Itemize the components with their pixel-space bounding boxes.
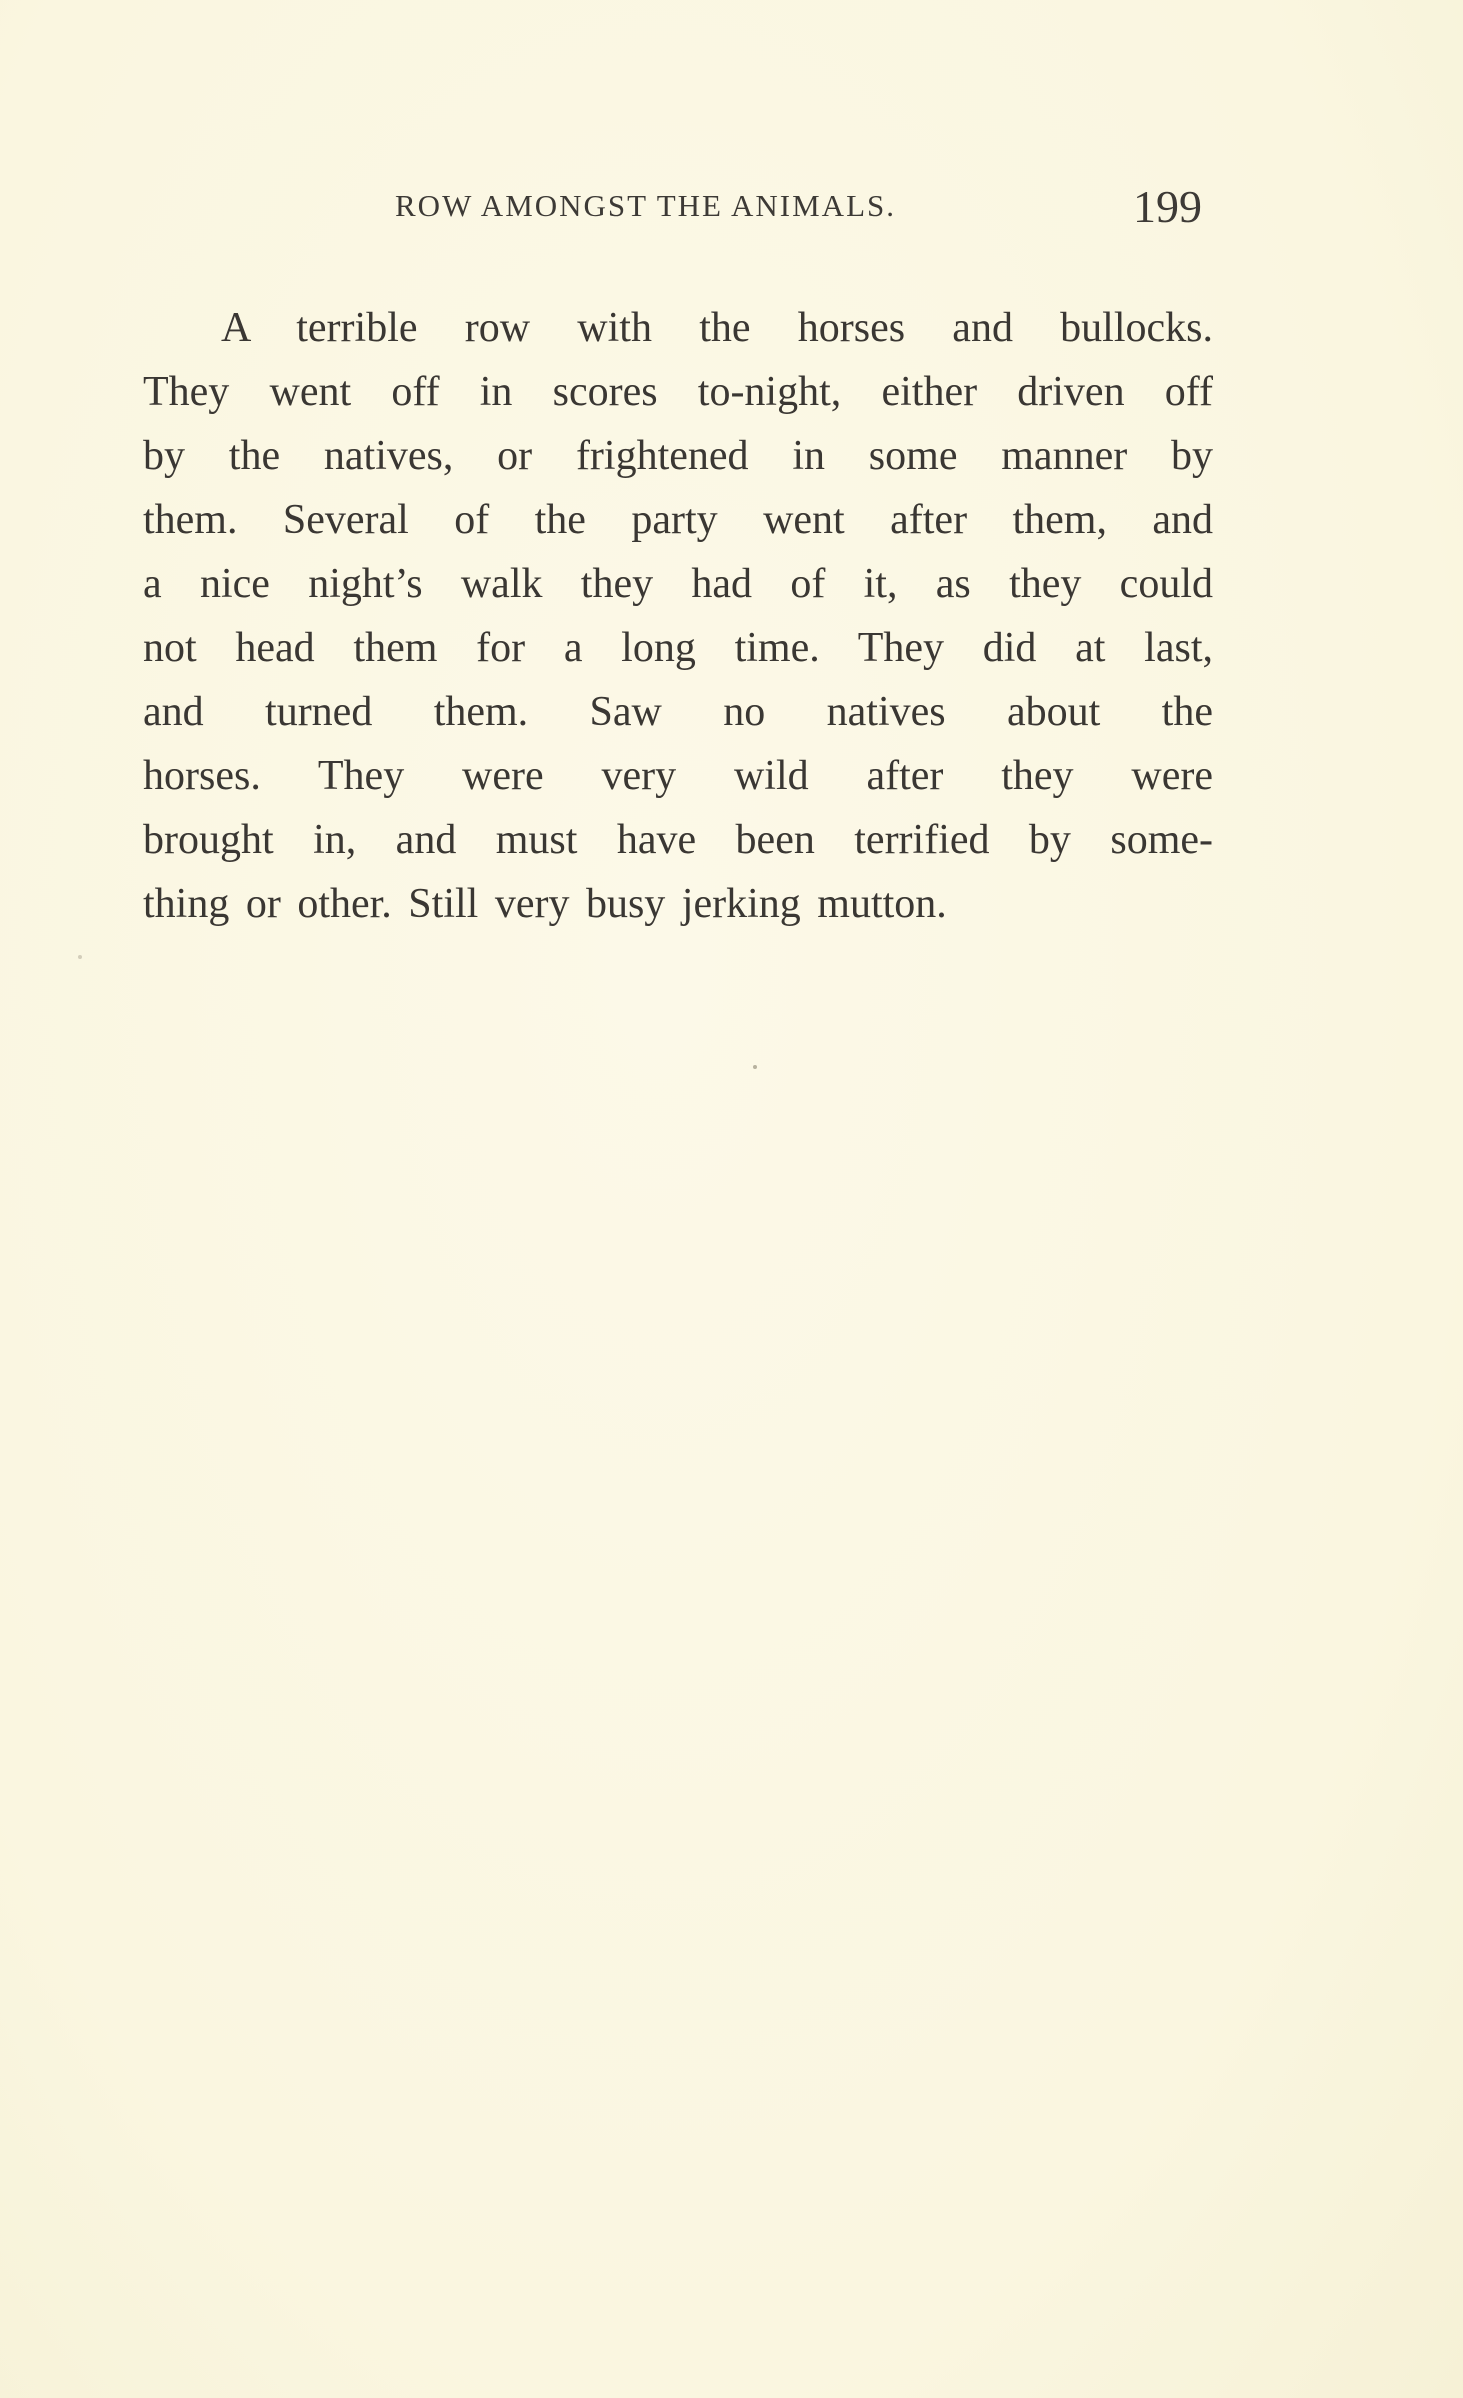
text-line: not head them for a long time. They did at last, [143,625,1213,671]
paper-speck [78,955,82,959]
running-head-title: ROW AMONGST THE ANIMALS. [395,188,896,223]
text-line: a nice night’s walk they had of it, as they could [143,561,1213,607]
text-line: them. Several of the party went after them, and [143,497,1213,543]
text-line: and turned them. Saw no natives about the [143,689,1213,735]
text-line: by the natives, or frightened in some manner by [143,433,1213,479]
body-paragraph [143,296,1213,936]
page-number: 199 [1133,181,1202,232]
text-line: brought in, and must have been terrified by some- [143,817,1213,863]
text-line: horses. They were very wild after they were [143,753,1213,799]
paper-speck [753,1065,757,1069]
text-line: thing or other. Still very busy jerking mutton. [143,881,947,927]
text-line: A terrible row with the horses and bullocks. [221,305,1213,351]
text-line: They went off in scores to-night, either driven off [143,369,1213,415]
